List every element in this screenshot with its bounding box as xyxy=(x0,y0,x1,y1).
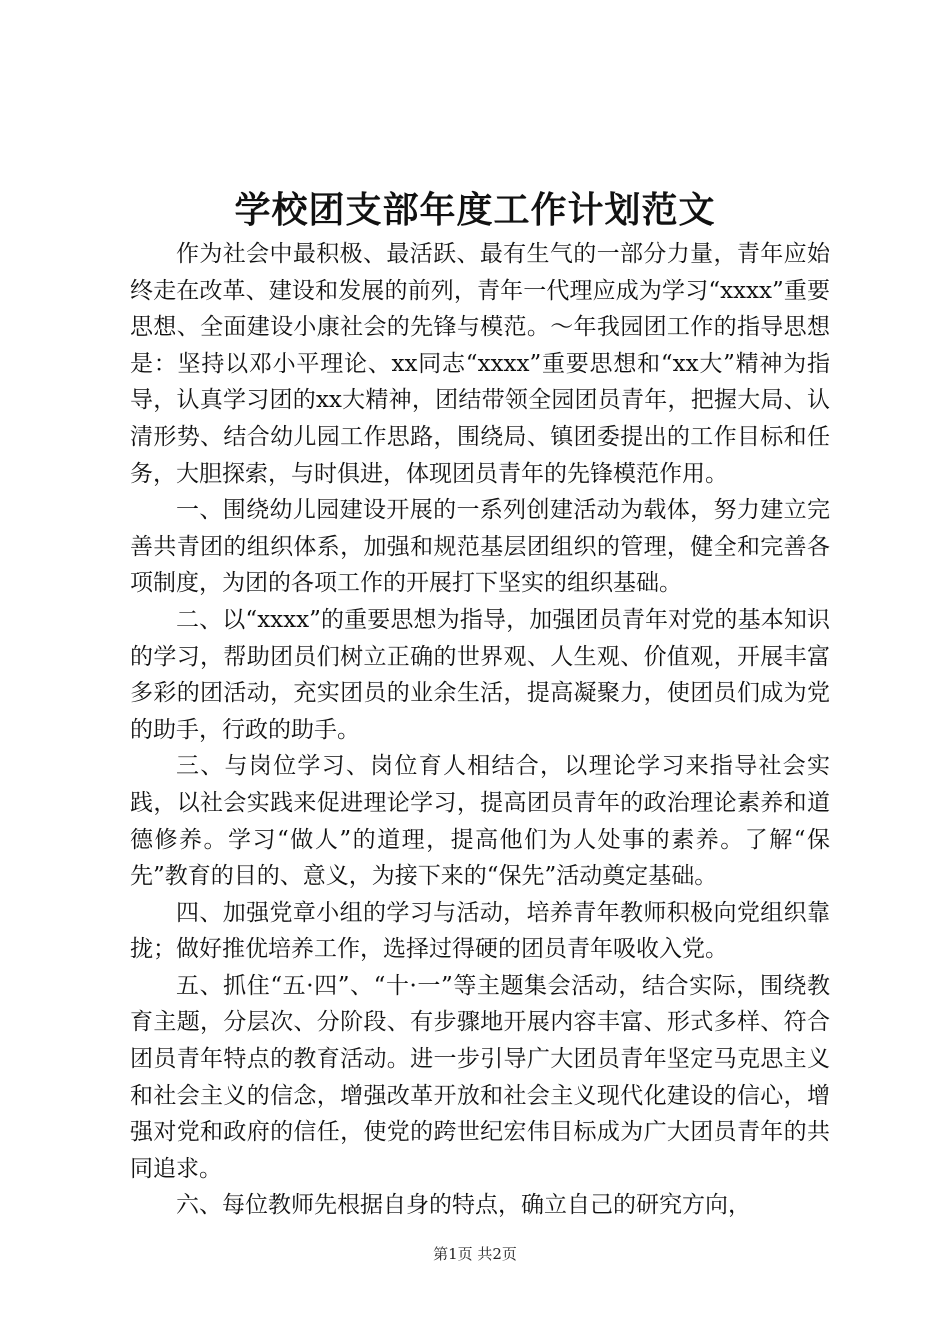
paragraph-intro: 作为社会中最积极、最活跃、最有生气的一部分力量，青年应始终走在改革、建设和发展的前列，青年一代理应成为学习“xxxx”重要思想、全面建设小康社会的先锋与模范。～年我园团工作的指导思想是：坚持以邓小平理论、xx同志“xxxx”重要思想和“xx大”精神为指导，认真学习团的xx大精神，团结带领全园团员青年，把握大局、认清形势、结合幼儿园工作思路，围绕局、镇团委提出的工作目标和任务，大胆探索，与时俱进，体现团员青年的先锋模范作用。 xyxy=(130,241,830,487)
paragraph-item-2: 二、以“xxxx”的重要思想为指导，加强团员青年对党的基本知识的学习，帮助团员们树立正确的世界观、人生观、价值观，开展丰富多彩的团活动，充实团员的业余生活，提高凝聚力，使团员们成为党的助手，行政的助手。 xyxy=(130,606,830,743)
document-body xyxy=(130,236,830,1224)
page-footer: 第1页 共2页 xyxy=(433,1245,517,1263)
paragraph-item-5: 五、抓住“五·四”、“十·一”等主题集会活动，结合实际，围绕教育主题，分层次、分阶段、有步骤地开展内容丰富、形式多样、符合团员青年特点的教育活动。进一步引导广大团员青年坚定马克思主义和社会主义的信念，增强改革开放和社会主义现代化建设的信心，增强对党和政府的信任，使党的跨世纪宏伟目标成为广大团员青年的共同追求。 xyxy=(130,972,830,1182)
paragraph-item-1: 一、围绕幼儿园建设开展的一系列创建活动为载体，努力建立完善共青团的组织体系，加强和规范基层团组织的管理，健全和完善各项制度，为团的各项工作的开展打下坚实的组织基础。 xyxy=(130,497,830,597)
paragraph-item-6: 六、每位教师先根据自身的特点，确立自己的研究方向， xyxy=(176,1192,751,1219)
paragraph-item-3: 三、与岗位学习、岗位育人相结合，以理论学习来指导社会实践，以社会实践来促进理论学习，提高团员青年的政治理论素养和道德修养。学习“做人”的道理，提高他们为人处事的素养。了解“保先”教育的目的、意义，为接下来的“保先”活动奠定基础。 xyxy=(130,753,830,890)
paragraph-item-4: 四、加强党章小组的学习与活动，培养青年教师积极向党组织靠拢；做好推优培养工作，选择过得硬的团员青年吸收入党。 xyxy=(130,899,830,963)
document-title: 学校团支部年度工作计划范文 xyxy=(234,189,716,231)
